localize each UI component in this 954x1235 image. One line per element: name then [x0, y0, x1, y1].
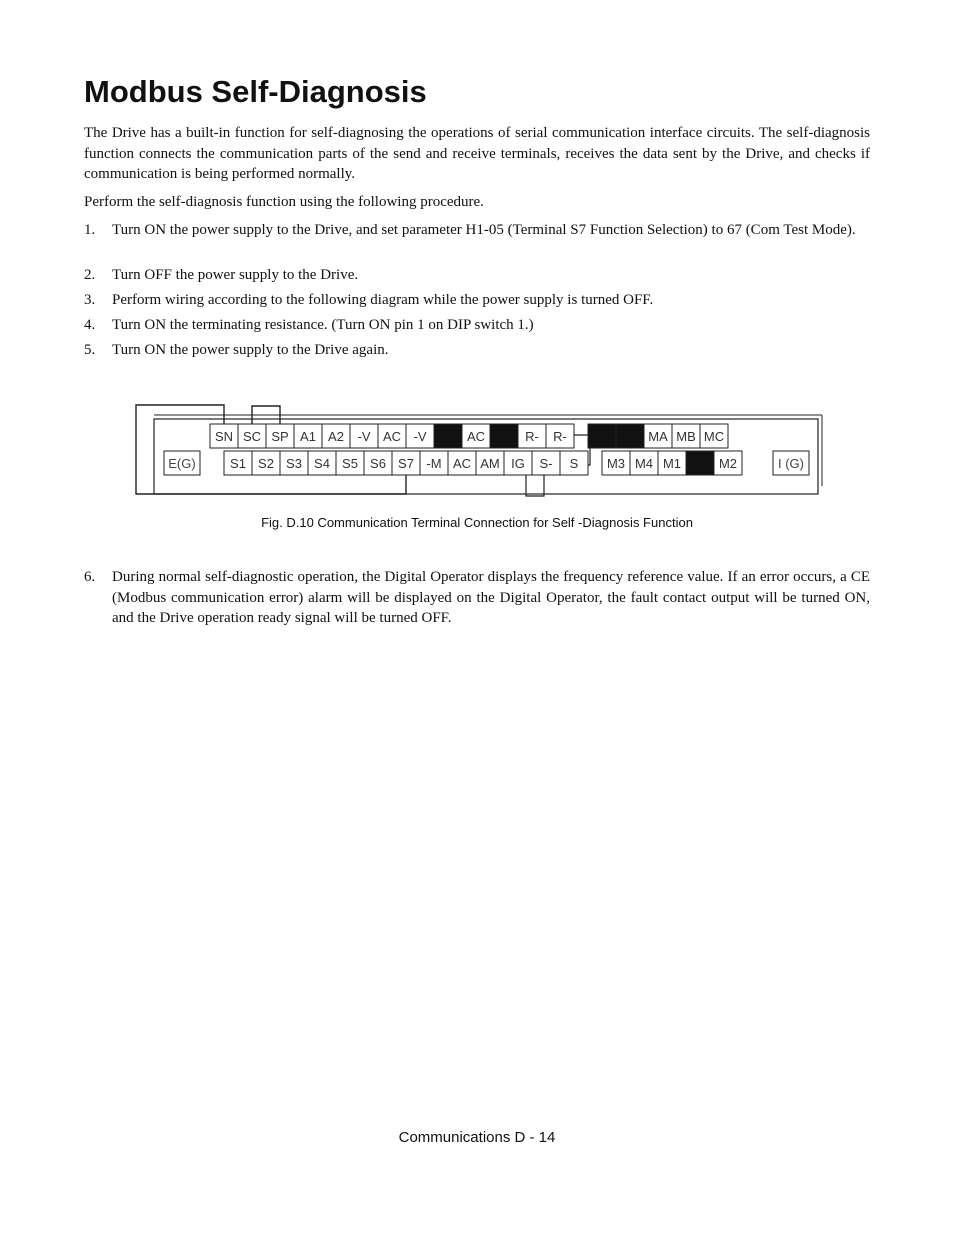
top-row-terminal [294, 424, 322, 448]
page-footer: Communications D - 14 [398, 1129, 556, 1146]
page-title: Modbus Self-Diagnosis [84, 74, 427, 109]
top-row-terminal [700, 424, 728, 448]
terminal-label: MB [676, 429, 696, 444]
bottom-row-terminal [602, 451, 630, 475]
terminal-label: AC [466, 429, 486, 444]
step-text: Perform wiring according to the following diagram while the power supply is turned OFF. [112, 292, 654, 308]
terminal-label: MA [648, 429, 668, 444]
terminal-label: M2 [718, 456, 738, 471]
top-row-terminal [644, 424, 672, 448]
top-row-terminal [350, 424, 378, 448]
step-number: 6. [84, 569, 96, 585]
terminal-label: S2 [258, 456, 274, 471]
bottom-row-terminal [658, 451, 686, 475]
bottom-row-terminal [560, 451, 588, 475]
terminal-label: IG [511, 456, 525, 471]
step-text: Turn ON the power supply to the Drive, and set parameter H1-05 (Terminal S7 Function Selection) to 67 (Com Test Mode). [112, 222, 856, 238]
bottom-row-terminal [420, 451, 448, 475]
top-row-terminal [210, 424, 238, 448]
bottom-row-terminal [714, 451, 742, 475]
top-row-terminal [546, 424, 574, 448]
terminal-label: M4 [634, 456, 654, 471]
terminal-label: S5 [342, 456, 358, 471]
procedure-lead: Perform the self-diagnosis function using the following procedure. [84, 194, 484, 210]
top-row-terminal [588, 424, 616, 448]
terminal-label: M3 [606, 456, 626, 471]
intro-paragraph: The Drive has a built-in function for self-diagnosing the operations of serial communication interface circuits. The self-diagnosis function connects the communication parts of the send and receive terminals, receives the data sent by the Drive, and checks if communication is being performed normally. [84, 125, 870, 182]
list-item [84, 290, 870, 311]
bottom-row-terminal [392, 451, 420, 475]
list-item [84, 340, 870, 361]
step-text: Turn OFF the power supply to the Drive. [112, 267, 359, 283]
bottom-row-terminal [448, 451, 476, 475]
step-number: 5. [84, 342, 96, 358]
list-item [84, 567, 870, 629]
step-number: 1. [84, 222, 96, 238]
top-row-terminal [490, 424, 518, 448]
ground-terminal-right: I (G) [778, 456, 804, 471]
top-row-terminal [462, 424, 490, 448]
ground-terminal-left: E(G) [168, 456, 196, 471]
terminal-label: SN [214, 429, 234, 444]
terminal-block-figure [130, 400, 830, 504]
terminal-label: S7 [398, 456, 414, 471]
step-number: 3. [84, 292, 96, 308]
terminal-label: AM [480, 456, 500, 471]
bottom-row-terminal [336, 451, 364, 475]
top-row-terminal [518, 424, 546, 448]
top-row-terminal [322, 424, 350, 448]
terminal-label: R- [525, 429, 539, 444]
step-text: During normal self-diagnostic operation, the Digital Operator displays the frequency reference value. If an error occurs, a CE (Modbus communication error) alarm will be displayed on the Digital Operator, the fault contact output will be turned ON, and the Drive operation ready signal will be turned OFF. [112, 569, 870, 626]
terminal-label: -V [357, 429, 371, 444]
figure-caption: Fig. D.10 Communication Terminal Connection for Self -Diagnosis Function [261, 515, 693, 530]
bottom-row-terminal [252, 451, 280, 475]
terminal-label: S- [539, 456, 553, 471]
terminal-label: R- [553, 429, 567, 444]
bottom-row-terminal [308, 451, 336, 475]
terminal-label: SP [271, 429, 289, 444]
bottom-row-terminal [532, 451, 560, 475]
bottom-row-terminal [364, 451, 392, 475]
terminal-label: S [569, 456, 579, 471]
top-row-terminal [378, 424, 406, 448]
top-row-terminal [434, 424, 462, 448]
terminal-label: S1 [230, 456, 246, 471]
terminal-label: SC [242, 429, 262, 444]
bottom-row-terminal [630, 451, 658, 475]
terminal-label: AC [452, 456, 472, 471]
step-text: Turn ON the terminating resistance. (Turn ON pin 1 on DIP switch 1.) [112, 317, 534, 333]
bottom-row-terminal [686, 451, 714, 475]
top-row-terminal [672, 424, 700, 448]
list-item [84, 265, 870, 286]
bottom-row-terminal [504, 451, 532, 475]
terminal-connection-diagram [130, 400, 830, 504]
terminal-label: -V [413, 429, 427, 444]
top-row-terminal [616, 424, 644, 448]
bottom-row-terminal [280, 451, 308, 475]
top-row-terminal [266, 424, 294, 448]
top-row-terminal [406, 424, 434, 448]
top-row-terminal [238, 424, 266, 448]
terminal-label: S6 [370, 456, 386, 471]
terminal-bottom-row [224, 451, 742, 475]
terminal-top-row [210, 424, 728, 448]
terminal-label: S3 [286, 456, 302, 471]
terminal-label: A2 [328, 429, 344, 444]
bottom-row-terminal [224, 451, 252, 475]
list-item [84, 315, 870, 336]
step-text: Turn ON the power supply to the Drive again. [112, 342, 389, 358]
terminal-label: AC [382, 429, 402, 444]
terminal-label: MC [703, 429, 725, 444]
terminal-label: -M [426, 456, 442, 471]
terminal-label: M1 [662, 456, 682, 471]
terminal-label: S4 [314, 456, 330, 471]
step-number: 2. [84, 267, 96, 283]
terminal-label: A1 [300, 429, 316, 444]
list-item [84, 220, 870, 241]
step-number: 4. [84, 317, 96, 333]
bottom-row-terminal [476, 451, 504, 475]
